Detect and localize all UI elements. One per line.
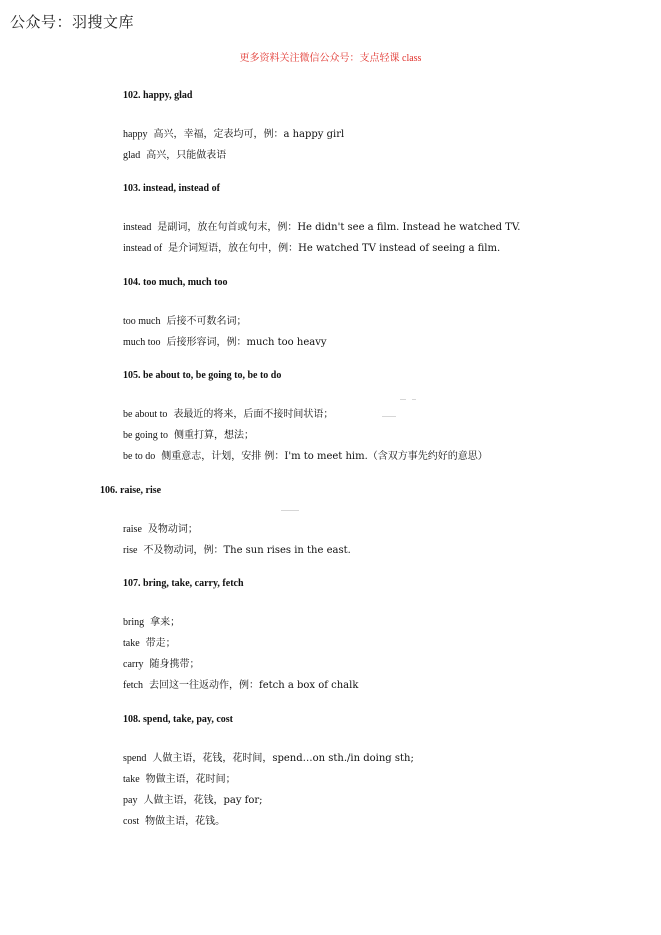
entry-line — [123, 520, 198, 535]
entry-line — [123, 749, 414, 764]
entry-term: raise — [123, 524, 142, 535]
entry-term: take — [123, 638, 140, 649]
entry-line — [123, 770, 236, 785]
entry-term: bring — [123, 617, 145, 628]
entry-term: much too — [123, 337, 161, 348]
entry-text: 人做主语，花钱，pay for; — [143, 795, 263, 806]
entry-text: 表最近的将来，后面不接时间状语； — [173, 409, 334, 420]
entry-text: 人做主语，花钱，花时间，spend…on sth./in doing sth; — [152, 753, 414, 764]
entry-term: fetch — [123, 680, 143, 691]
entry-term: spend — [123, 753, 147, 764]
entry-term: too much — [123, 316, 161, 327]
entry-line — [123, 812, 225, 827]
scan-speck — [412, 399, 416, 400]
promo-banner: 更多资料关注微信公众号：支点轻课 class — [239, 53, 422, 64]
entry-text: 高兴，只能做表语 — [146, 150, 227, 161]
entry-term: happy — [123, 129, 148, 140]
section-title: 104. too much, much too — [123, 277, 228, 288]
section-title: 108. spend, take, pay, cost — [123, 714, 234, 725]
section-title: 106. raise, rise — [100, 485, 162, 496]
entry-line — [123, 125, 344, 140]
scan-speck — [400, 399, 406, 400]
entry-line — [123, 613, 180, 628]
entry-text: 去回这一往返动作，例：fetch a box of chalk — [149, 680, 359, 691]
entry-line — [123, 655, 200, 670]
entry-text: 物做主语，花时间； — [145, 774, 236, 785]
entry-line — [123, 447, 488, 462]
entry-text: 带走； — [145, 638, 176, 649]
entry-text: 不及物动词，例：The sun rises in the east. — [143, 545, 351, 556]
entry-line — [123, 333, 327, 348]
entry-term: instead — [123, 222, 152, 233]
entry-text: 是副词，放在句首或句末，例：He didn't see a film. Instead he watched TV. — [157, 222, 521, 233]
entry-line — [123, 146, 226, 161]
entry-line — [123, 218, 520, 233]
entry-text: 拿来； — [150, 617, 181, 628]
entry-line — [123, 239, 500, 254]
entry-text: 随身携带； — [149, 659, 200, 670]
entry-term: carry — [123, 659, 144, 670]
entry-text: 高兴，幸福，定表均可，例：a happy girl — [153, 129, 345, 140]
section-title: 105. be about to, be going to, be to do — [123, 370, 282, 381]
watermark-text: 公众号：羽搜文库 — [10, 13, 135, 31]
scan-speck — [382, 416, 396, 417]
scan-speck — [281, 510, 299, 511]
entry-term: rise — [123, 545, 138, 556]
entry-text: 是介词短语，放在句中，例：He watched TV instead of seeing a film. — [168, 243, 501, 254]
entry-term: glad — [123, 150, 141, 161]
entry-text: 侧重打算，想法； — [174, 430, 254, 441]
entry-line — [123, 634, 176, 649]
section-title: 102. happy, glad — [123, 90, 193, 101]
entry-term: cost — [123, 816, 140, 827]
entry-line — [123, 312, 247, 327]
section-title: 103. instead, instead of — [123, 183, 220, 194]
entry-text: 后接形容词，例：much too heavy — [166, 337, 327, 348]
entry-term: instead of — [123, 243, 163, 254]
entry-line — [123, 426, 254, 441]
entry-line — [123, 405, 333, 420]
entry-term: be going to — [123, 430, 168, 441]
entry-term: take — [123, 774, 140, 785]
entry-line — [123, 676, 358, 691]
entry-term: be about to — [123, 409, 168, 420]
entry-text: 物做主语，花钱。 — [145, 816, 226, 827]
entry-text: 侧重意志，计划，安排 例：I'm to meet him.（含双方事先约好的意思） — [161, 451, 488, 462]
section-title: 107. bring, take, carry, fetch — [123, 578, 244, 589]
entry-line — [123, 541, 351, 556]
entry-term: pay — [123, 795, 138, 806]
entry-text: 及物动词； — [147, 524, 198, 535]
entry-term: be to do — [123, 451, 156, 462]
entry-line — [123, 791, 263, 806]
entry-text: 后接不可数名词； — [166, 316, 247, 327]
